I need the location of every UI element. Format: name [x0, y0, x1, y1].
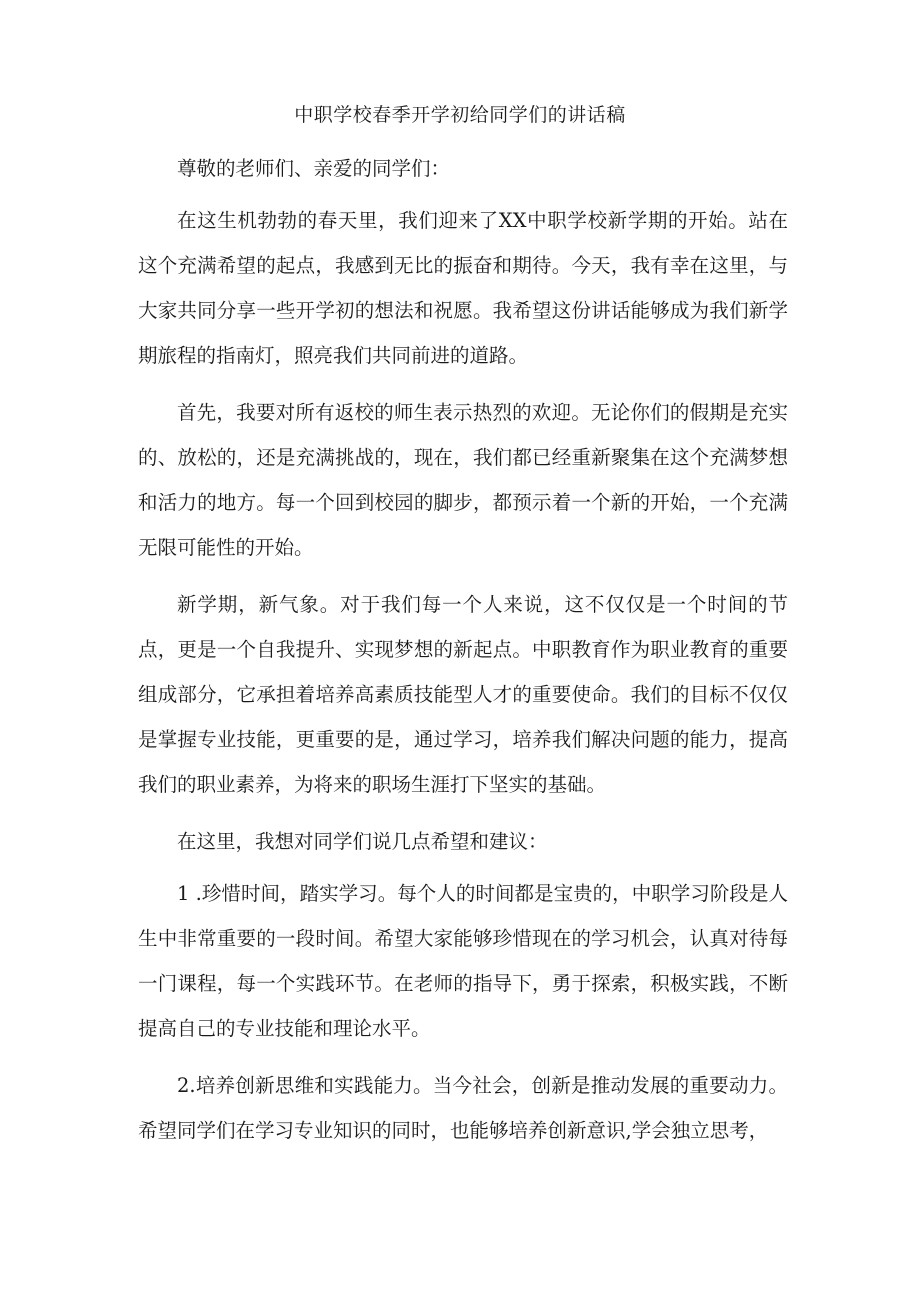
- document-title: 中职学校春季开学初给同学们的讲话稿: [294, 104, 626, 126]
- document-body: [138, 146, 788, 1153]
- salutation-paragraph: 尊敬的老师们、亲爱的同学们：: [177, 157, 451, 180]
- opening-paragraph: 在这生机勃勃的春天里，我们迎来了XX中职学校新学期的开始。站在这个充满希望的起点，我感到无比的振奋和期待。今天，我有幸在这里，与大家共同分享一些开学初的想法和祝愿。我希望这份讲话能够成为我们新学期旅程的指南灯，照亮我们共同前进的道路。: [138, 209, 788, 367]
- new-term-paragraph: 新学期，新气象。对于我们每一个人来说，这不仅仅是一个时间的节点，更是一个自我提升、实现梦想的新起点。中职教育作为职业教育的重要组成部分，它承担着培养高素质技能型人才的重要使命。我们的目标不仅仅是掌握专业技能，更重要的是，通过学习，培养我们解决问题的能力，提高我们的职业素养，为将来的职场生涯打下坚实的基础。: [138, 593, 788, 796]
- welcome-paragraph: 首先，我要对所有返校的师生表示热烈的欢迎。无论你们的假期是充实的、放松的，还是充满挑战的，现在，我们都已经重新聚集在这个充满梦想和活力的地方。每一个回到校园的脚步，都预示着一个新的开始，一个充满无限可能性的开始。: [138, 401, 788, 559]
- suggestion-1-paragraph: 1 .珍惜时间，踏实学习。每个人的时间都是宝贵的，中职学习阶段是人生中非常重要的一段时间。希望大家能够珍惜现在的学习机会，认真对待每一门课程，每一个实践环节。在老师的指导下，勇于探索，积极实践，不断提高自己的专业技能和理论水平。: [138, 882, 788, 1040]
- suggestions-intro-paragraph: 在这里，我想对同学们说几点希望和建议：: [177, 830, 548, 853]
- suggestion-2-paragraph: 2.培养创新思维和实践能力。当今社会，创新是推动发展的重要动力。希望同学们在学习专业知识的同时，也能够培养创新意识,学会独立思考，: [138, 1074, 788, 1142]
